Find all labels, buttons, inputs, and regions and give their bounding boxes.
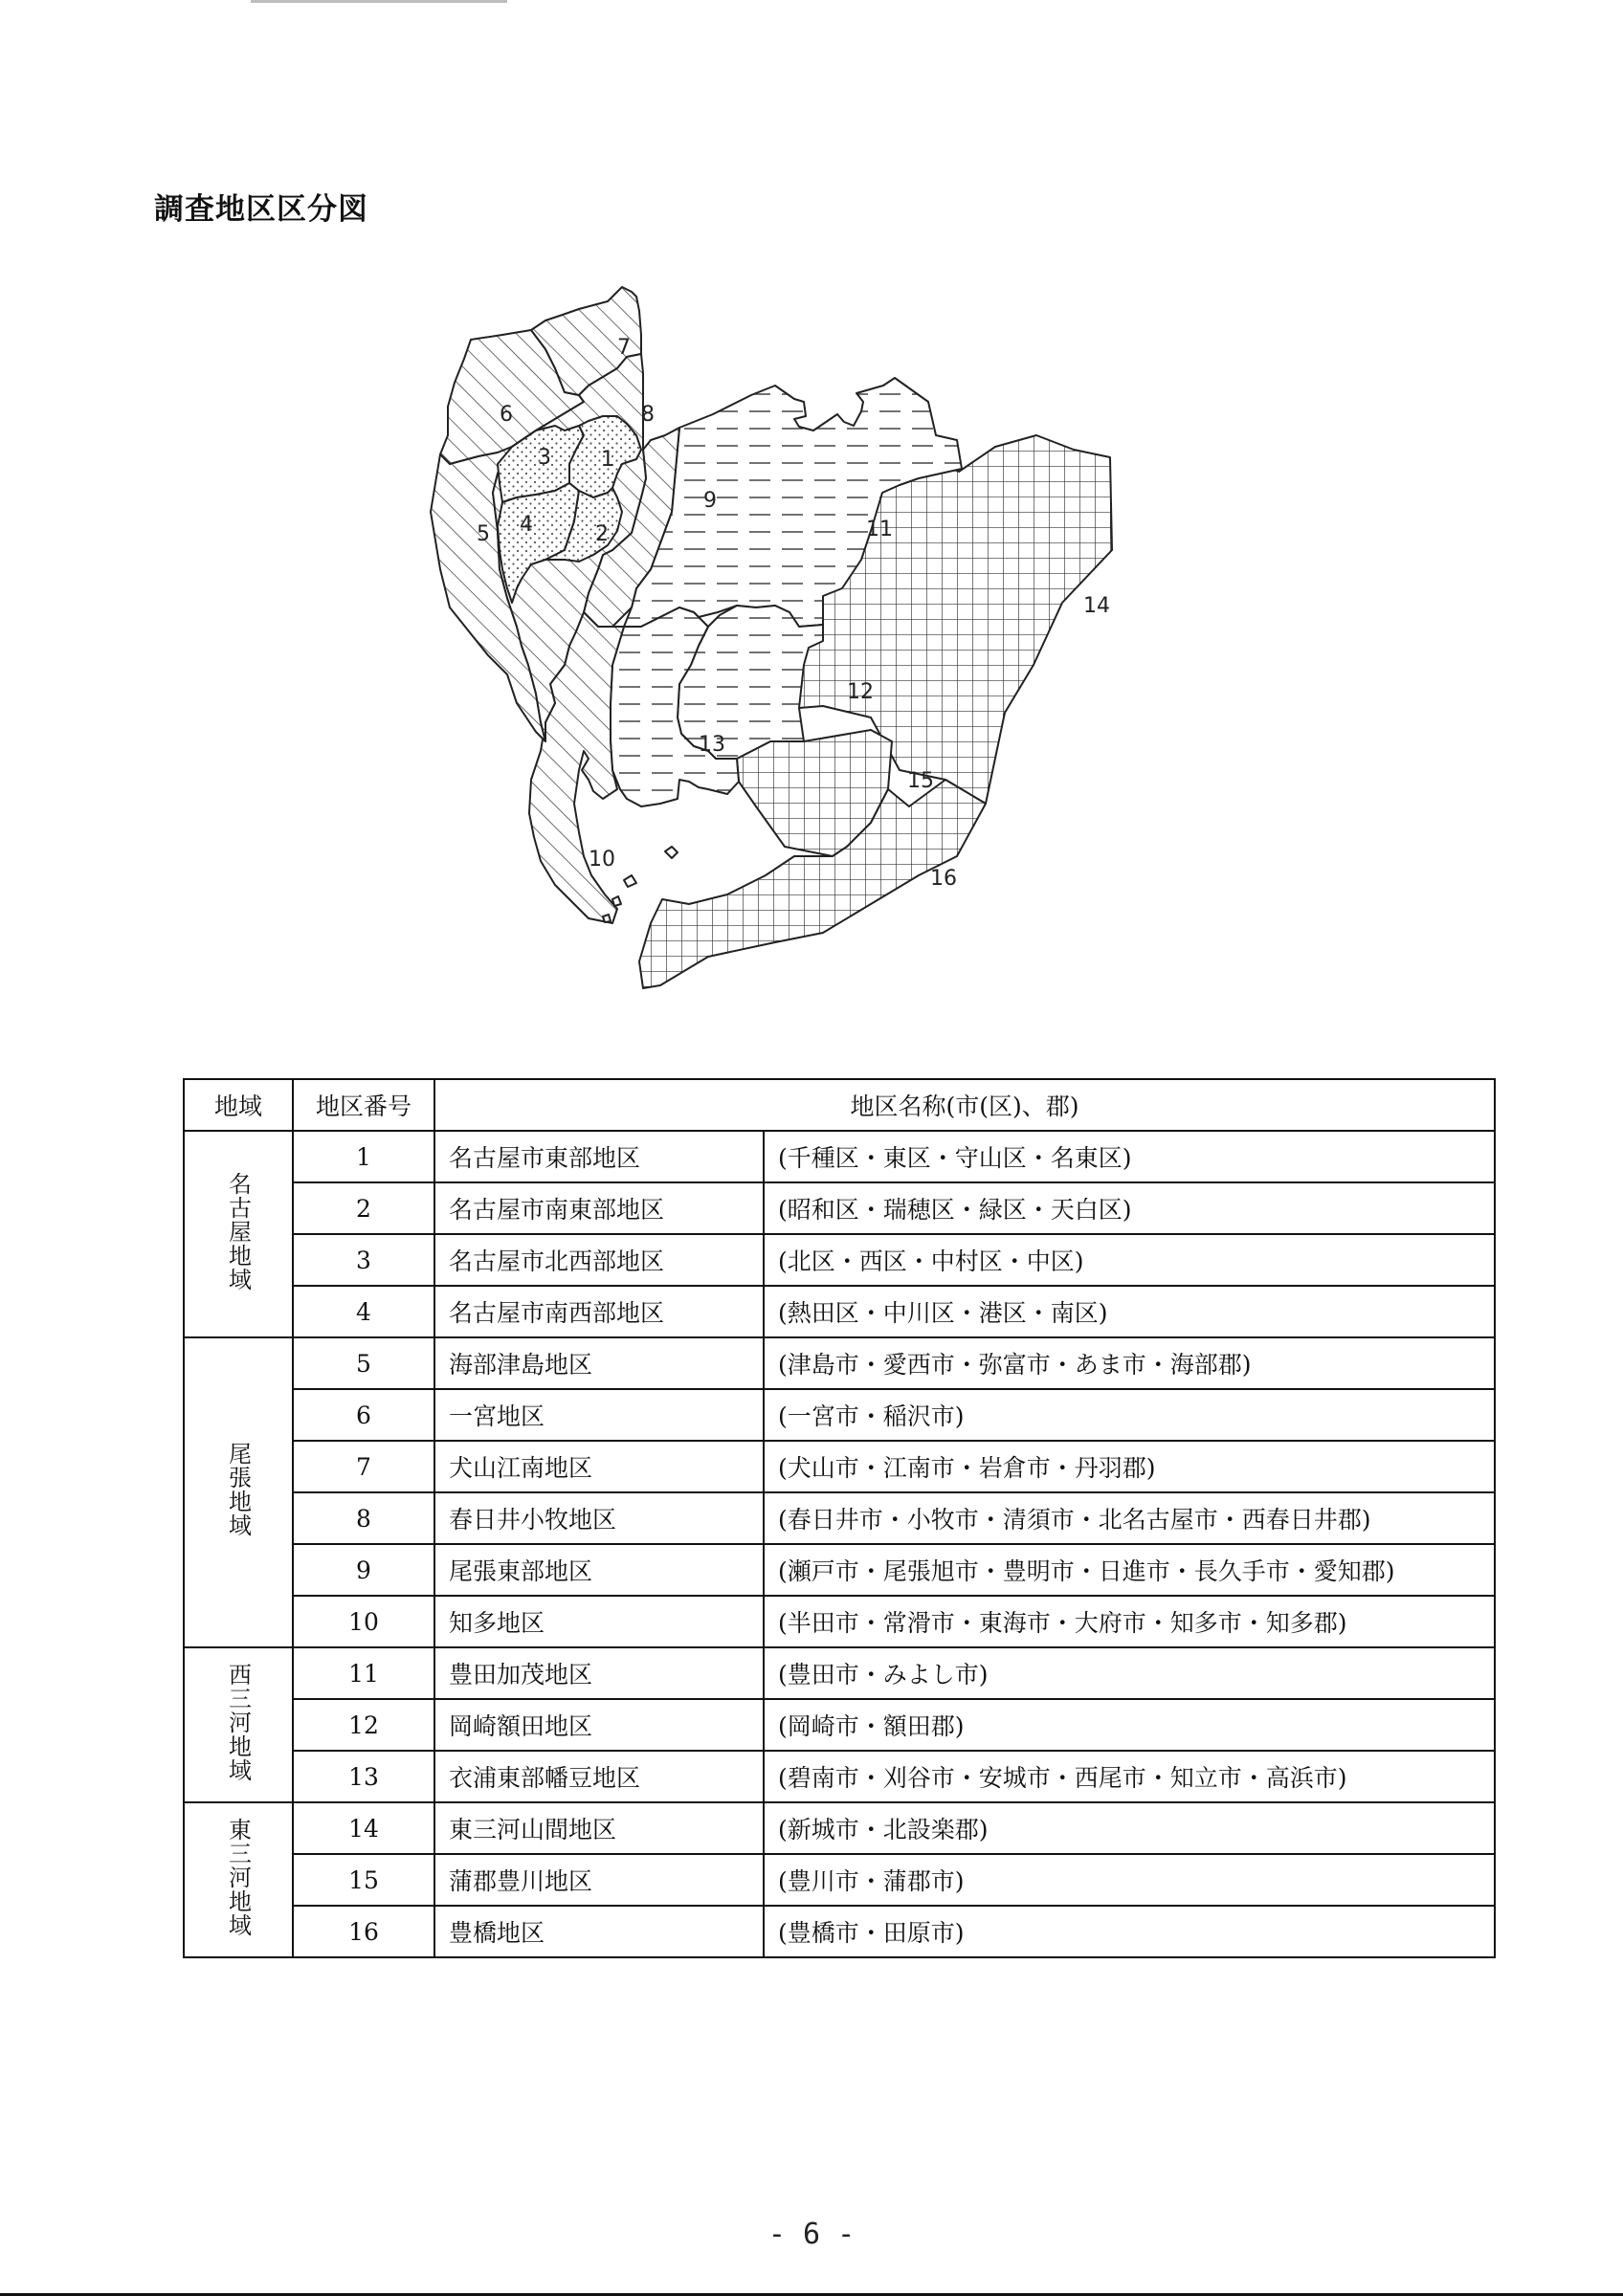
map-island [612, 896, 621, 906]
district-wards: (豊橋市・田原市) [764, 1906, 1495, 1957]
map-label-2: 2 [595, 522, 609, 546]
district-wards: (半田市・常滑市・東海市・大府市・知多市・知多郡) [764, 1596, 1495, 1647]
district-name: 豊橋地区 [434, 1906, 764, 1957]
district-wards: (碧南市・刈谷市・安城市・西尾市・知立市・高浜市) [764, 1751, 1495, 1802]
map-label-12: 12 [847, 680, 874, 704]
district-wards: (津島市・愛西市・弥富市・あま市・海部郡) [764, 1337, 1495, 1389]
header-number: 地区番号 [293, 1079, 434, 1131]
district-number: 2 [293, 1182, 434, 1234]
map-island [603, 915, 611, 922]
page-number: - 6 - [767, 2218, 856, 2251]
table-row [184, 1234, 1495, 1286]
district-wards: (北区・西区・中村区・中区) [764, 1234, 1495, 1286]
district-number: 15 [293, 1854, 434, 1906]
district-number: 4 [293, 1286, 434, 1337]
table-row [184, 1854, 1495, 1906]
district-number: 9 [293, 1544, 434, 1596]
header-region: 地域 [184, 1079, 293, 1131]
table-row [184, 1337, 1495, 1389]
region-cell [184, 1131, 293, 1337]
district-wards: (昭和区・瑞穂区・緑区・天白区) [764, 1182, 1495, 1234]
table-row [184, 1596, 1495, 1647]
district-wards: (豊川市・蒲郡市) [764, 1854, 1495, 1906]
table-row [184, 1441, 1495, 1492]
district-wards: (千種区・東区・守山区・名東区) [764, 1131, 1495, 1182]
district-name: 東三河山間地区 [434, 1802, 764, 1854]
page-title: 調査地区区分図 [154, 192, 368, 227]
map-label-14: 14 [1083, 594, 1110, 618]
map-label-8: 8 [641, 403, 655, 427]
district-table [183, 1078, 1496, 1958]
region-label: 尾張地域 [224, 1442, 252, 1537]
top-edge-mark [251, 0, 507, 3]
district-number: 12 [293, 1699, 434, 1751]
map-label-5: 5 [477, 522, 490, 546]
district-name: 岡崎額田地区 [434, 1699, 764, 1751]
region-cell [184, 1337, 293, 1647]
district-name: 尾張東部地区 [434, 1544, 764, 1596]
district-name: 知多地区 [434, 1596, 764, 1647]
district-name: 名古屋市北西部地区 [434, 1234, 764, 1286]
district-wards: (豊田市・みよし市) [764, 1647, 1495, 1699]
district-name: 名古屋市南西部地区 [434, 1286, 764, 1337]
district-number: 16 [293, 1906, 434, 1957]
district-name: 名古屋市東部地区 [434, 1131, 764, 1182]
map-label-11: 11 [866, 518, 893, 541]
district-name: 犬山江南地区 [434, 1441, 764, 1492]
table-row [184, 1544, 1495, 1596]
map-label-3: 3 [538, 446, 551, 470]
map-label-7: 7 [617, 336, 631, 360]
region-label: 西三河地域 [224, 1662, 252, 1782]
district-number: 6 [293, 1389, 434, 1441]
header-name: 地区名称(市(区)、郡) [434, 1079, 1495, 1131]
district-wards: (瀬戸市・尾張旭市・豊明市・日進市・長久手市・愛知郡) [764, 1544, 1495, 1596]
district-name: 衣浦東部幡豆地区 [434, 1751, 764, 1802]
table-row [184, 1802, 1495, 1854]
district-number: 14 [293, 1802, 434, 1854]
table-row [184, 1492, 1495, 1544]
district-name: 蒲郡豊川地区 [434, 1854, 764, 1906]
table-row [184, 1389, 1495, 1441]
region-label: 東三河地域 [224, 1817, 252, 1937]
district-number: 8 [293, 1492, 434, 1544]
table-row [184, 1647, 1495, 1699]
map-island [624, 875, 636, 887]
district-map [421, 282, 1263, 1009]
table-header-row [184, 1079, 1495, 1131]
map-label-13: 13 [699, 733, 725, 757]
district-name: 海部津島地区 [434, 1337, 764, 1389]
map-label-6: 6 [500, 403, 513, 427]
table-row [184, 1182, 1495, 1234]
district-number: 5 [293, 1337, 434, 1389]
district-name: 名古屋市南東部地区 [434, 1182, 764, 1234]
map-island [665, 847, 678, 858]
district-number: 13 [293, 1751, 434, 1802]
region-cell [184, 1647, 293, 1802]
district-number: 1 [293, 1131, 434, 1182]
map-label-15: 15 [907, 769, 934, 793]
table-row [184, 1906, 1495, 1957]
district-wards: (犬山市・江南市・岩倉市・丹羽郡) [764, 1441, 1495, 1492]
region-label: 名古屋地域 [224, 1171, 252, 1292]
map-label-10: 10 [589, 848, 615, 872]
map-label-1: 1 [601, 448, 614, 472]
region-cell [184, 1802, 293, 1957]
district-name: 一宮地区 [434, 1389, 764, 1441]
map-label-4: 4 [520, 513, 533, 537]
district-number: 11 [293, 1647, 434, 1699]
table-row [184, 1751, 1495, 1802]
district-name: 豊田加茂地区 [434, 1647, 764, 1699]
district-wards: (一宮市・稲沢市) [764, 1389, 1495, 1441]
district-number: 7 [293, 1441, 434, 1492]
map-label-16: 16 [930, 867, 957, 891]
table-row [184, 1131, 1495, 1182]
district-wards: (新城市・北設楽郡) [764, 1802, 1495, 1854]
table-row [184, 1286, 1495, 1337]
district-number: 10 [293, 1596, 434, 1647]
district-wards: (熱田区・中川区・港区・南区) [764, 1286, 1495, 1337]
district-wards: (春日井市・小牧市・清須市・北名古屋市・西春日井郡) [764, 1492, 1495, 1544]
district-number: 3 [293, 1234, 434, 1286]
table-row [184, 1699, 1495, 1751]
district-name: 春日井小牧地区 [434, 1492, 764, 1544]
district-wards: (岡崎市・額田郡) [764, 1699, 1495, 1751]
map-label-9: 9 [703, 489, 717, 513]
